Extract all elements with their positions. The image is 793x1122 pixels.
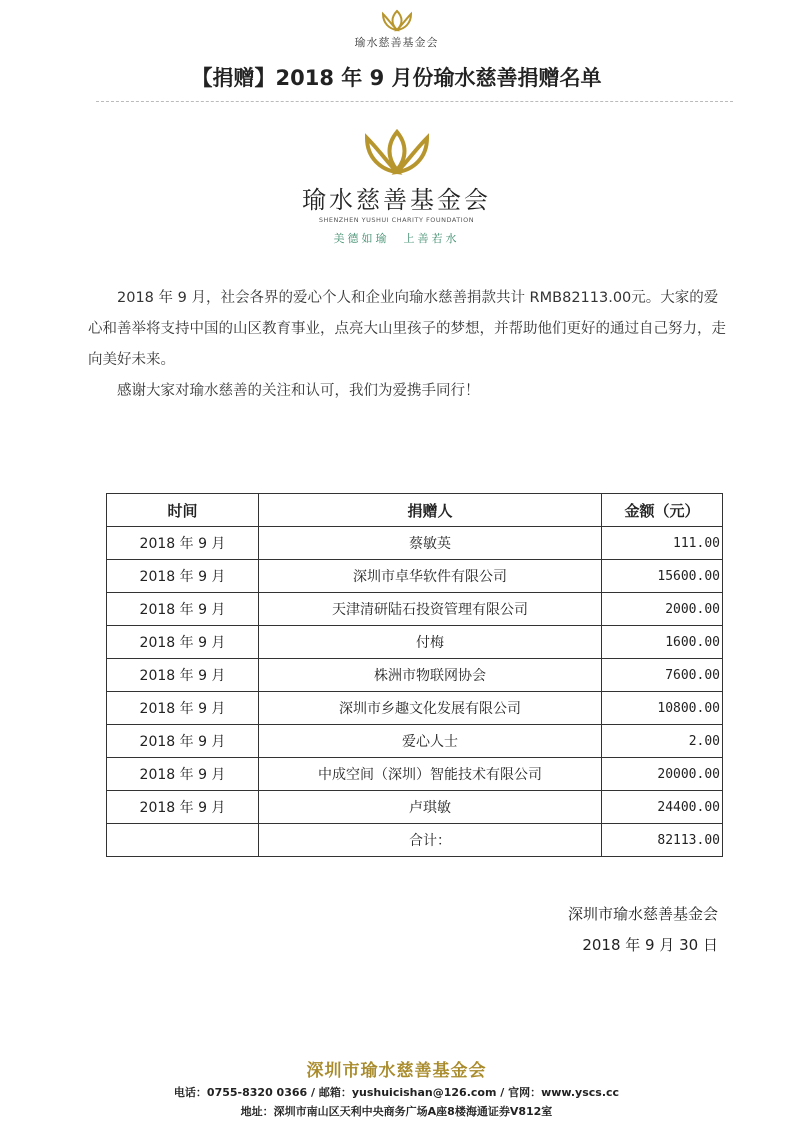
table-total-row <box>107 824 723 857</box>
header-donor: 捐赠人 <box>259 494 602 527</box>
table-row <box>107 560 723 593</box>
cell-date: 2018 年 9 月 <box>107 692 259 725</box>
intro-paragraph-1: 2018 年 9 月，社会各界的爱心个人和企业向瑜水慈善捐款共计 RMB82113.00元。大家的爱心和善举将支持中国的山区教育事业，点亮大山里孩子的梦想，并帮助他们更好的通过自己努力，走向美好未来。 <box>88 290 726 368</box>
cell-amount: 15600.00 <box>602 560 723 593</box>
cell-amount: 24400.00 <box>602 791 723 824</box>
cell-amount: 10800.00 <box>602 692 723 725</box>
cell-donor: 深圳市乡趣文化发展有限公司 <box>259 692 602 725</box>
table-row <box>107 659 723 692</box>
cell-amount: 2.00 <box>602 725 723 758</box>
intro-text <box>88 283 728 407</box>
cell-amount: 7600.00 <box>602 659 723 692</box>
table-row <box>107 791 723 824</box>
cell-donor: 天津清研陆石投资管理有限公司 <box>259 593 602 626</box>
table-row <box>107 758 723 791</box>
cell-amount: 1600.00 <box>602 626 723 659</box>
header-amount: 金额（元） <box>602 494 723 527</box>
table-row <box>107 626 723 659</box>
cell-date: 2018 年 9 月 <box>107 758 259 791</box>
footer-org-name: 深圳市瑜水慈善基金会 <box>306 1061 487 1081</box>
lotus-icon <box>357 128 437 180</box>
cell-date: 2018 年 9 月 <box>107 560 259 593</box>
table-row <box>107 593 723 626</box>
cell-donor: 蔡敏英 <box>259 527 602 560</box>
table-row <box>107 527 723 560</box>
foundation-name-cn: 瑜水慈善基金会 <box>302 186 491 214</box>
table-header-row <box>107 494 723 527</box>
cell-donor: 卢琪敏 <box>259 791 602 824</box>
table-row <box>107 692 723 725</box>
cell-date: 2018 年 9 月 <box>107 527 259 560</box>
foundation-slogan: 美德如瑜 上善若水 <box>333 232 460 245</box>
table-row <box>107 725 723 758</box>
cell-empty <box>107 824 259 857</box>
page-title: 【捐赠】2018 年 9 月份瑜水慈善捐赠名单 <box>191 66 602 90</box>
cell-amount: 2000.00 <box>602 593 723 626</box>
cell-donor: 中成空间（深圳）智能技术有限公司 <box>259 758 602 791</box>
foundation-logo <box>0 128 793 246</box>
signature-date: 2018 年 9 月 30 日 <box>582 936 718 954</box>
cell-date: 2018 年 9 月 <box>107 626 259 659</box>
lotus-icon <box>377 8 417 34</box>
foundation-name-en: SHENZHEN YUSHUI CHARITY FOUNDATION <box>318 216 475 224</box>
cell-donor: 深圳市卓华软件有限公司 <box>259 560 602 593</box>
intro-paragraph-2: 感谢大家对瑜水慈善的关注和认可，我们为爱携手同行！ <box>117 383 480 399</box>
cell-amount: 111.00 <box>602 527 723 560</box>
cell-date: 2018 年 9 月 <box>107 725 259 758</box>
cell-date: 2018 年 9 月 <box>107 791 259 824</box>
cell-date: 2018 年 9 月 <box>107 659 259 692</box>
title-divider <box>96 101 733 102</box>
cell-amount: 20000.00 <box>602 758 723 791</box>
donation-table <box>106 493 723 857</box>
header-date: 时间 <box>107 494 259 527</box>
header-logo <box>0 8 793 50</box>
cell-date: 2018 年 9 月 <box>107 593 259 626</box>
footer-address: 地址：深圳市南山区天利中央商务广场A座8楼海通证券V812室 <box>240 1105 553 1118</box>
total-label: 合计： <box>259 824 602 857</box>
total-amount: 82113.00 <box>602 824 723 857</box>
cell-donor: 株洲市物联网协会 <box>259 659 602 692</box>
cell-donor: 付梅 <box>259 626 602 659</box>
footer-contact: 电话：0755-8320 0366 / 邮箱：yushuicishan@126.com / 官网：www.yscs.cc <box>173 1086 620 1099</box>
signature-org: 深圳市瑜水慈善基金会 <box>567 905 718 923</box>
header-logo-name: 瑜水慈善基金会 <box>354 36 439 49</box>
page-footer <box>0 1056 793 1119</box>
cell-donor: 爱心人士 <box>259 725 602 758</box>
